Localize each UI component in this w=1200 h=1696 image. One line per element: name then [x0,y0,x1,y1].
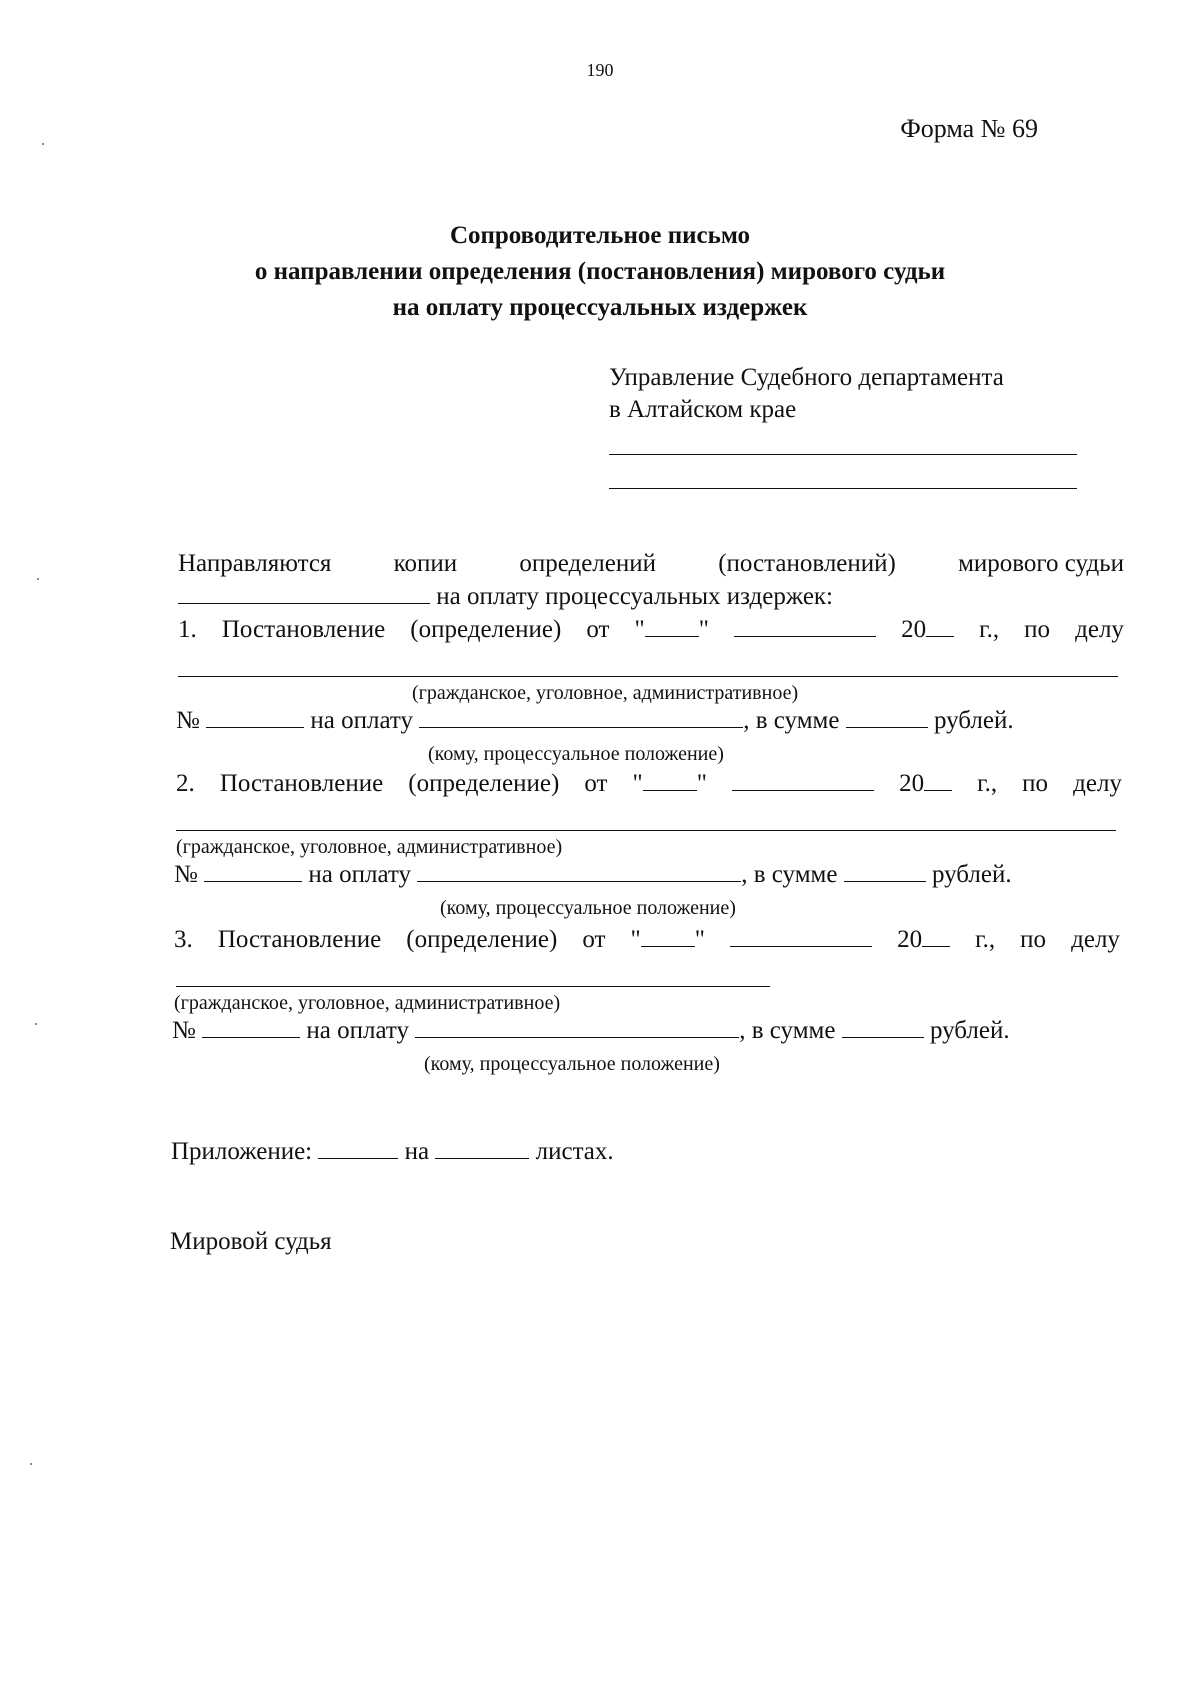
number-blank[interactable] [202,1017,300,1038]
month-blank[interactable] [730,926,872,947]
payment-label: на оплату [308,861,411,888]
attachment-sheets-label: листах. [535,1138,614,1165]
intro-line-2 [178,583,833,611]
item-word: г., [975,926,996,953]
year-blank[interactable] [924,770,952,791]
attachment-label: Приложение: [171,1138,313,1165]
attachment-sheets-blank[interactable] [435,1138,529,1159]
item-word: от [586,616,610,643]
intro-word: Направляются [178,550,332,577]
year-field: 20 [897,926,950,954]
item-word: Постановление [221,616,386,643]
sum-label: , в сумме [741,861,838,888]
number-label: № [176,707,200,734]
scan-speck [35,1023,37,1025]
attachment-count-blank[interactable] [318,1138,398,1159]
item-word: по [1024,616,1051,643]
addressee-blank-line-2[interactable] [609,488,1077,489]
form-number: Форма № 69 [900,114,1038,143]
item-word: от [582,926,606,953]
document-title-line-2: о направлении определения (постановления) мирового судьи [254,258,946,285]
scan-speck [37,578,39,580]
year-blank[interactable] [926,616,954,637]
item-number: 2. [176,770,195,797]
item-word: Постановление [217,926,382,953]
sum-blank[interactable] [846,707,928,728]
item-word: Постановление [219,770,384,797]
document-title-line-1: Сопроводительное письмо [449,222,751,249]
year-field: 20 [899,770,952,798]
attachment-line [171,1138,614,1166]
item-word: (определение) [406,926,558,953]
intro-word: мирового судьи [958,550,1124,577]
item-number: 3. [174,926,193,953]
intro-word: (постановлений) [718,550,896,577]
month-blank[interactable] [734,616,876,637]
sum-blank[interactable] [844,861,926,882]
day-blank[interactable] [643,770,697,791]
intro-line-1 [178,550,1124,578]
item-3-payment-line [172,1017,1010,1045]
case-blank-line[interactable] [176,986,770,987]
item-word: делу [1071,926,1120,953]
recipient-blank[interactable] [415,1017,739,1038]
item-1-payment-line [176,707,1014,735]
item-3-header [174,926,1120,954]
judge-blank[interactable] [178,583,430,604]
item-word: (определение) [410,616,562,643]
case-type-caption: (гражданское, уголовное, административное) [412,682,799,704]
intro-purpose-text: на оплату процессуальных издержек: [436,583,834,610]
item-word: г., [977,770,998,797]
date-day-field: " " [634,616,709,643]
scan-speck [42,143,44,145]
addressee-blank-line-1[interactable] [609,454,1077,455]
item-word: делу [1075,616,1124,643]
date-day-field: " " [632,770,707,797]
payment-label: на оплату [310,707,413,734]
intro-word: копии [393,550,458,577]
item-2-payment-line [174,861,1012,889]
sum-blank[interactable] [842,1017,924,1038]
case-blank-line[interactable] [178,676,1118,677]
item-number: 1. [178,616,197,643]
currency-label: рублей. [933,707,1014,734]
date-day-field: " " [630,926,705,953]
item-2-header [176,770,1122,798]
year-field: 20 [901,616,954,644]
attachment-on-label: на [404,1138,430,1165]
addressee-line-2: в Алтайском крае [609,396,797,423]
item-word: (определение) [408,770,560,797]
item-word: по [1022,770,1049,797]
number-blank[interactable] [206,707,304,728]
currency-label: рублей. [929,1017,1010,1044]
sum-label: , в сумме [739,1017,836,1044]
number-blank[interactable] [204,861,302,882]
recipient-caption: (кому, процессуальное положение) [424,1053,720,1075]
case-type-caption: (гражданское, уголовное, административное) [174,992,561,1014]
month-blank[interactable] [732,770,874,791]
case-blank-line[interactable] [176,830,1116,831]
currency-label: рублей. [931,861,1012,888]
number-label: № [172,1017,196,1044]
day-blank[interactable] [641,926,695,947]
intro-word: определений [519,550,657,577]
page-number: 190 [586,60,614,80]
addressee-line-1: Управление Судебного департамента [609,364,1004,391]
case-type-caption: (гражданское, уголовное, административное) [176,836,563,858]
item-1-header [178,616,1124,644]
item-word: от [584,770,608,797]
document-title-line-3: на оплату процессуальных издержек [392,294,808,321]
item-word: делу [1073,770,1122,797]
recipient-blank[interactable] [417,861,741,882]
recipient-caption: (кому, процессуальное положение) [440,897,736,919]
number-label: № [174,861,198,888]
item-word: по [1020,926,1047,953]
signature-label: Мировой судья [170,1228,332,1255]
recipient-caption: (кому, процессуальное положение) [428,743,724,765]
scan-speck [30,1463,32,1465]
recipient-blank[interactable] [419,707,743,728]
sum-label: , в сумме [743,707,840,734]
item-word: г., [979,616,1000,643]
year-blank[interactable] [922,926,950,947]
day-blank[interactable] [645,616,699,637]
payment-label: на оплату [306,1017,409,1044]
